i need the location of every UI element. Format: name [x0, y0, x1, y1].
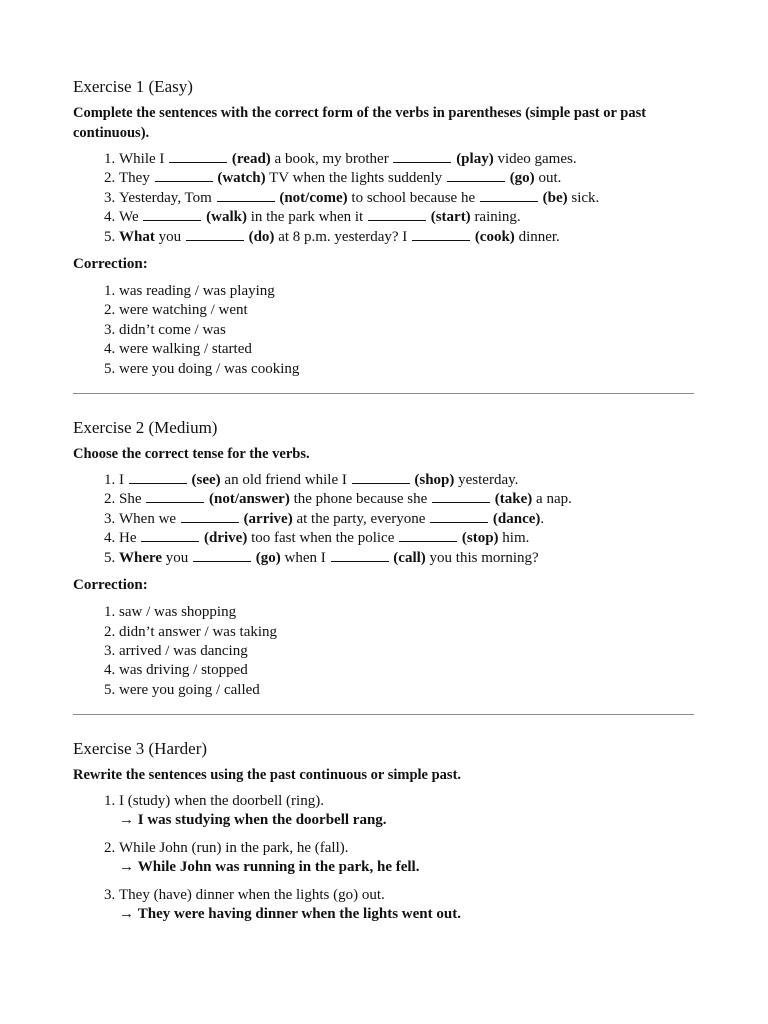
section-divider	[73, 714, 694, 715]
answer-blank	[181, 510, 239, 523]
correction-item: 2. didn’t answer / was taking	[119, 623, 694, 642]
question-item	[119, 490, 694, 509]
text-segment: the phone because she	[293, 491, 428, 508]
correction-item: 3. didn’t come / was	[119, 321, 694, 340]
exercise-instruction: Choose the correct tense for the verbs.	[73, 446, 310, 463]
correction-item: 1. saw / was shopping	[119, 603, 694, 622]
verb-hint: (dance)	[492, 510, 541, 527]
verb-hint: (stop)	[461, 530, 499, 547]
text-segment: .	[540, 510, 545, 527]
text-segment: She	[119, 491, 142, 508]
correction-item: 4. were walking / started	[119, 340, 694, 359]
exercise-title: Exercise 2 (Medium)	[73, 418, 218, 438]
text-segment: at the party, everyone	[296, 510, 426, 527]
answer-blank	[352, 471, 410, 484]
verb-hint: (walk)	[206, 209, 247, 226]
question-item	[119, 208, 694, 227]
text-segment: yesterday.	[458, 472, 519, 489]
verb-hint: (read)	[231, 151, 271, 167]
verb-hint: (call)	[393, 549, 426, 566]
answer-blank	[447, 169, 505, 182]
answer-text: While John was running in the park, he fell.	[137, 859, 420, 876]
answer-blank	[368, 208, 426, 221]
answer-blank	[155, 169, 213, 182]
text-segment: Yesterday, Tom	[119, 189, 212, 206]
verb-hint: (go)	[509, 170, 535, 187]
question-list	[73, 471, 694, 568]
rewrite-prompt: They (have) dinner when the lights (go) out.	[119, 887, 385, 904]
answer-blank	[217, 189, 275, 202]
question-item	[119, 549, 694, 568]
answer-blank	[141, 529, 199, 542]
answer-blank	[480, 189, 538, 202]
verb-hint: (arrive)	[243, 510, 293, 527]
correction-item: 4. was driving / stopped	[119, 661, 694, 680]
text-segment: to school because he	[351, 189, 476, 206]
question-item	[119, 529, 694, 548]
question-item	[119, 169, 694, 188]
text-segment: dinner.	[518, 228, 560, 245]
question-item	[119, 228, 694, 247]
arrow-right-icon: →	[119, 906, 138, 923]
text-segment: video games.	[497, 151, 577, 167]
section-divider	[73, 393, 694, 394]
answer-blank	[393, 150, 451, 163]
verb-hint: (drive)	[204, 530, 248, 547]
correction-item: 5. were you going / called	[119, 681, 694, 700]
arrow-right-icon: →	[119, 812, 138, 829]
rewrite-answer	[119, 905, 694, 924]
answer-blank	[430, 510, 488, 523]
correction-list	[73, 603, 694, 700]
correction-label: Correction:	[73, 577, 148, 594]
question-item	[119, 150, 694, 169]
rewrite-list	[73, 792, 694, 924]
exercise-3	[73, 737, 694, 924]
text-segment: when I	[284, 549, 326, 566]
text-segment: a book, my brother	[274, 151, 389, 167]
text-segment: They	[119, 170, 150, 187]
rewrite-prompt: While John (run) in the park, he (fall).	[119, 840, 349, 857]
answer-blank	[169, 150, 227, 163]
rewrite-item	[119, 886, 694, 924]
rewrite-item	[119, 839, 694, 877]
text-segment: him.	[502, 530, 530, 547]
answer-text: I was studying when the doorbell rang.	[137, 812, 387, 829]
arrow-right-icon: →	[119, 859, 138, 876]
text-segment: When we	[119, 510, 177, 527]
verb-hint: (watch)	[217, 170, 266, 187]
verb-hint: (not/come)	[279, 189, 348, 206]
text-segment: at 8 p.m. yesterday? I	[278, 228, 408, 245]
text-segment: raining.	[474, 209, 521, 226]
text-segment: I	[119, 472, 124, 489]
text-segment: too fast when the police	[251, 530, 395, 547]
rewrite-answer	[119, 811, 694, 830]
answer-blank	[331, 549, 389, 562]
answer-blank	[399, 529, 457, 542]
verb-hint: (be)	[542, 189, 568, 206]
answer-blank	[143, 208, 201, 221]
answer-blank	[129, 471, 187, 484]
verb-hint: (start)	[430, 209, 471, 226]
answer-blank	[146, 490, 204, 503]
exercise-instruction: Complete the sentences with the correct form of the verbs in parentheses (simple past or past continuous).	[73, 105, 647, 141]
question-item	[119, 510, 694, 529]
answer-text: They were having dinner when the lights went out.	[137, 906, 461, 923]
correction-list	[73, 282, 694, 379]
text-segment: an old friend while I	[224, 472, 347, 489]
rewrite-item	[119, 792, 694, 830]
correction-item: 3. arrived / was dancing	[119, 642, 694, 661]
text-segment: While I	[119, 151, 165, 167]
text-segment: He	[119, 530, 137, 547]
rewrite-answer	[119, 858, 694, 877]
verb-hint: (go)	[255, 549, 281, 566]
text-segment: out.	[538, 170, 562, 187]
text-segment: a nap.	[536, 491, 572, 508]
question-item	[119, 471, 694, 490]
exercise-title: Exercise 3 (Harder)	[73, 739, 208, 759]
text-segment: you	[158, 228, 182, 245]
correction-item: 5. were you doing / was cooking	[119, 360, 694, 379]
correction-label: Correction:	[73, 256, 148, 273]
answer-blank	[412, 228, 470, 241]
answer-blank	[186, 228, 244, 241]
text-segment: you this morning?	[429, 549, 539, 566]
text-segment: in the park when it	[250, 209, 364, 226]
verb-hint: (do)	[248, 228, 275, 245]
question-list	[73, 150, 694, 247]
text-segment: you	[165, 549, 189, 566]
question-item	[119, 189, 694, 208]
correction-item: 1. was reading / was playing	[119, 282, 694, 301]
verb-hint: (cook)	[474, 228, 515, 245]
answer-blank	[193, 549, 251, 562]
text-segment: We	[119, 209, 139, 226]
correction-item: 2. were watching / went	[119, 301, 694, 320]
question-word: What	[119, 228, 155, 245]
verb-hint: (play)	[456, 151, 494, 167]
text-segment: sick.	[571, 189, 600, 206]
exercise-2	[73, 416, 694, 700]
verb-hint: (take)	[494, 491, 533, 508]
verb-hint: (not/answer)	[209, 491, 290, 508]
exercise-title: Exercise 1 (Easy)	[73, 77, 193, 96]
exercise-instruction: Rewrite the sentences using the past continuous or simple past.	[73, 767, 462, 784]
verb-hint: (shop)	[414, 472, 455, 489]
text-segment: TV when the lights suddenly	[269, 170, 443, 187]
answer-blank	[432, 490, 490, 503]
exercise-1	[73, 75, 694, 379]
verb-hint: (see)	[191, 472, 221, 489]
question-word: Where	[119, 549, 163, 566]
rewrite-prompt: I (study) when the doorbell (ring).	[119, 793, 324, 810]
